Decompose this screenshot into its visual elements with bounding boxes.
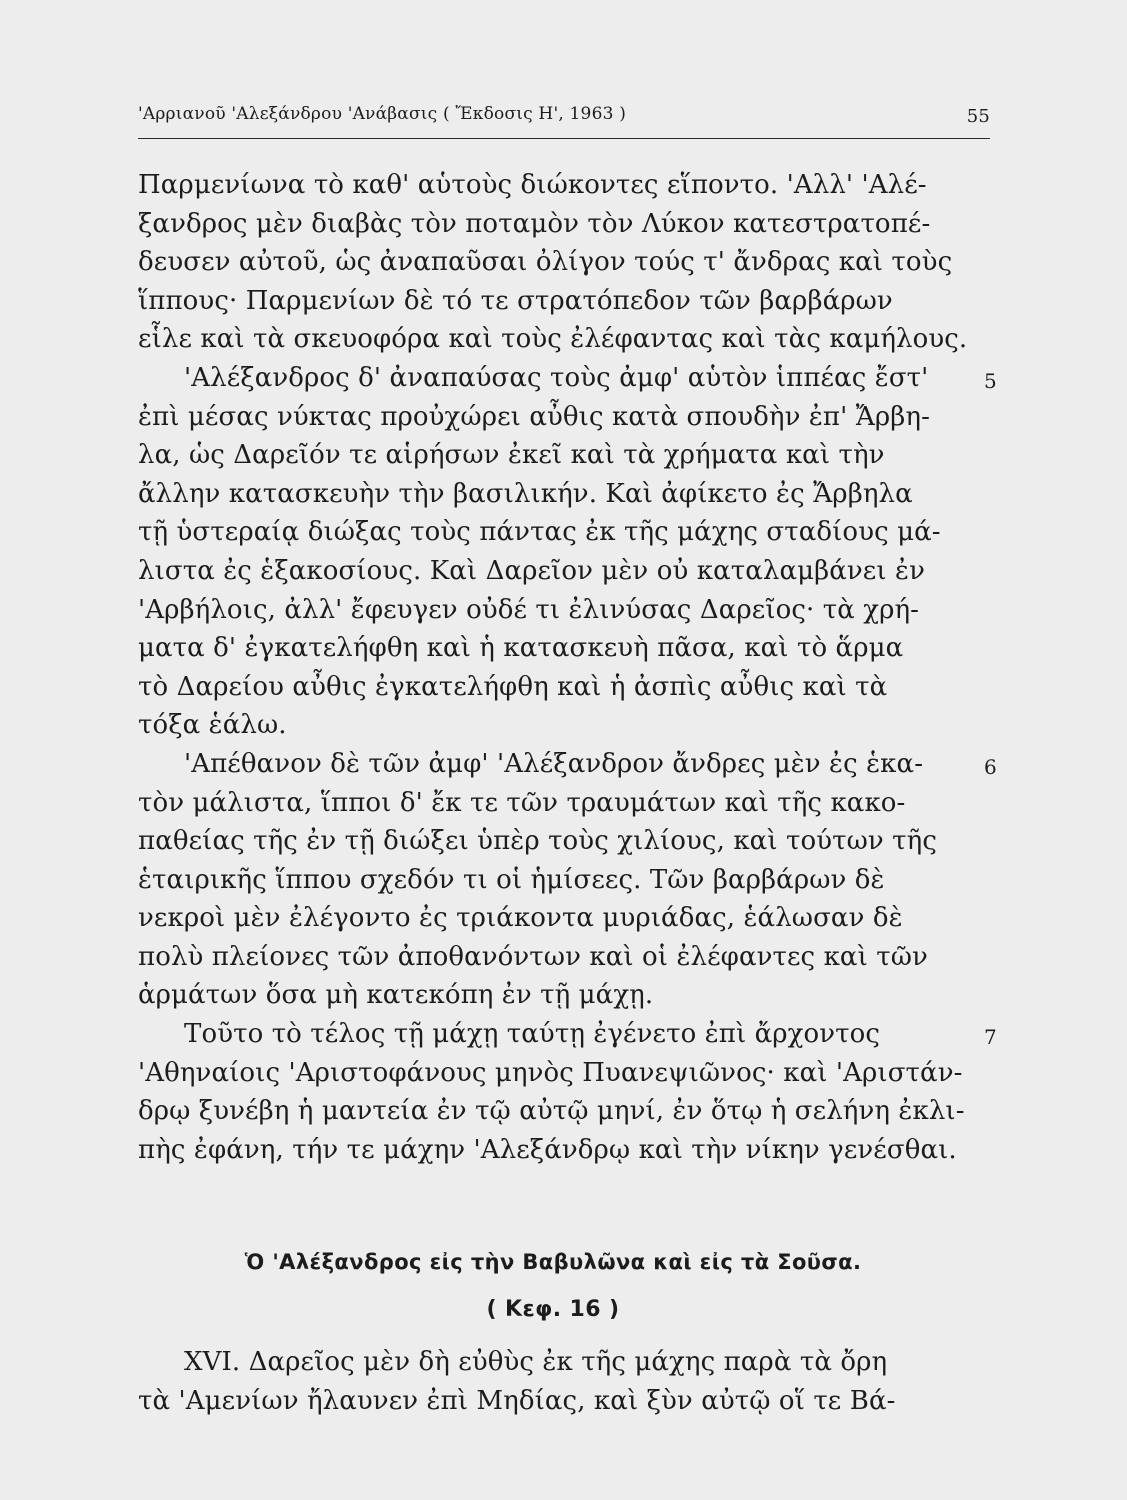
line-text: εἷλε καὶ τὰ σκευοφόρα καὶ τοὺς ἐλέφαντας καὶ τὰς καμήλους.: [138, 324, 968, 355]
line-text: 'Αθηναίοις 'Αριστοφάνους μηνὸς Πυανεψιῶνος· καὶ 'Αριστάν-: [138, 1057, 963, 1088]
text-line: [138, 822, 968, 861]
text-line: [138, 899, 968, 938]
line-text: λα, ὡς Δαρεῖόν τε αἱρήσων ἐκεῖ καὶ τὰ χρήματα καὶ τὴν: [138, 440, 885, 471]
header-rule: [138, 138, 990, 139]
paragraph-number: 6: [984, 754, 997, 779]
line-text: πολὺ πλείονες τῶν ἀποθανόντων καὶ οἱ ἐλέφαντες καὶ τῶν: [138, 941, 928, 972]
text-line: [138, 745, 997, 784]
text-line: [138, 166, 968, 205]
line-text: ματα δ' ἐγκατελήφθη καὶ ἡ κατασκευὴ πᾶσα, καὶ τὸ ἅρμα: [138, 633, 904, 664]
running-head: [138, 102, 990, 132]
line-text: 'Απέθανον δὲ τῶν ἀμφ' 'Αλέξανδρον ἄνδρες μὲν ἐς ἑκα-: [184, 748, 924, 779]
paragraph-number: 7: [984, 1025, 997, 1050]
text-line: [138, 861, 968, 900]
line-text: τῇ ὑστεραίᾳ διώξας τοὺς πάντας ἐκ τῆς μάχης σταδίους μά-: [138, 517, 941, 548]
text-line: [138, 282, 968, 321]
text-line: [138, 513, 968, 552]
line-text: 'Αλέξανδρος δ' ἀναπαύσας τοὺς ἀμφ' αὑτὸν ἱππέας ἔστ': [184, 362, 929, 393]
page-number: 55: [966, 106, 990, 127]
main-text: [138, 166, 997, 1169]
text-line: [138, 1131, 968, 1170]
text-line: [138, 205, 968, 244]
text-line: [138, 243, 968, 282]
text-line: [138, 1092, 968, 1131]
line-text: ἄλλην κατασκευὴν τὴν βασιλικήν. Καὶ ἀφίκετο ἐς Ἄρβηλα: [138, 478, 913, 509]
text-line: [138, 1015, 997, 1054]
line-text: δευσεν αὐτοῦ, ὡς ἀναπαῦσαι ὀλίγον τούς τ' ἄνδρας καὶ τοὺς: [138, 247, 953, 278]
line-text: ξανδρος μὲν διαβὰς τὸν ποταμὸν τὸν Λύκον κατεστρατοπέ-: [138, 208, 931, 239]
line-text: τόξα ἑάλω.: [138, 710, 287, 741]
running-head-title: 'Αρριανοῦ 'Αλεξάνδρου 'Ανάβασις ( Ἔκδοσις Η', 1963 ): [138, 104, 627, 124]
chapter-label: ( Κεφ. 16 ): [486, 1297, 620, 1322]
line-text: ἐπὶ μέσας νύκτας προὐχώρει αὖθις κατὰ σπουδὴν ἐπ' Ἄρβη-: [138, 401, 930, 432]
line-text: ἑταιρικῆς ἵππου σχεδόν τι οἱ ἡμίσεες. Τῶν βαρβάρων δὲ: [138, 864, 885, 895]
text-line: [138, 976, 968, 1015]
text-line: [138, 706, 968, 745]
line-text: νεκροὶ μὲν ἐλέγοντο ἐς τριάκοντα μυριάδας, ἑάλωσαν δὲ: [138, 903, 903, 934]
line-text: ἵππους· Παρμενίων δὲ τό τε στρατόπεδον τῶν βαρβάρων: [138, 285, 893, 316]
text-line: [138, 320, 968, 359]
section-heading: Ὁ 'Αλέξανδρος εἰς τὴν Βαβυλῶνα καὶ εἰς τὰ Σοῦσα.: [244, 1250, 862, 1274]
text-line: [138, 668, 968, 707]
text-line: [138, 436, 968, 475]
chapter-text: [138, 1343, 968, 1420]
text-line: [138, 1054, 968, 1093]
line-text: τὸν μάλιστα, ἵπποι δ' ἔκ τε τῶν τραυμάτων καὶ τῆς κακο-: [138, 787, 906, 818]
line-text: τὸ Δαρείου αὖθις ἐγκατελήφθη καὶ ἡ ἀσπὶς αὖθις καὶ τὰ: [138, 671, 888, 702]
text-line: [138, 1382, 968, 1421]
text-line: [138, 552, 968, 591]
line-text: δρῳ ξυνέβη ἡ μαντεία ἐν τῷ αὐτῷ μηνί, ἐν ὅτῳ ἡ σελήνη ἐκλι-: [138, 1096, 965, 1127]
line-text: παθείας τῆς ἐν τῇ διώξει ὑπὲρ τοὺς χιλίους, καὶ τούτων τῆς: [138, 826, 938, 857]
line-text: τὰ 'Αμενίων ἤλαυνεν ἐπὶ Μηδίας, καὶ ξὺν αὐτῷ οἵ τε Βά-: [138, 1385, 896, 1416]
line-text: Τοῦτο τὸ τέλος τῇ μάχῃ ταύτῃ ἐγένετο ἐπὶ ἄρχοντος: [184, 1019, 881, 1050]
text-line: [138, 475, 968, 514]
line-text: λιστα ἐς ἑξακοσίους. Καὶ Δαρεῖον μὲν οὐ καταλαμβάνει ἐν: [138, 555, 925, 586]
line-text: XVI. Δαρεῖος μὲν δὴ εὐθὺς ἐκ τῆς μάχης παρὰ τὰ ὄρη: [184, 1347, 888, 1377]
text-line: [138, 629, 968, 668]
text-line: [138, 784, 968, 823]
line-text: 'Αρβήλοις, ἀλλ' ἔφευγεν οὐδέ τι ἐλινύσας Δαρεῖος· τὰ χρή-: [138, 594, 920, 625]
line-text: ἁρμάτων ὅσα μὴ κατεκόπη ἐν τῇ μάχῃ.: [138, 980, 654, 1011]
text-line: [138, 591, 968, 630]
paragraph-number: 5: [984, 368, 997, 393]
text-line: [138, 359, 997, 398]
text-line: [138, 398, 968, 437]
line-text: Παρμενίωνα τὸ καθ' αὑτοὺς διώκοντες εἵποντο. 'Αλλ' 'Αλέ-: [138, 170, 927, 200]
text-line: [138, 938, 968, 977]
text-line: [138, 1343, 968, 1382]
line-text: πὴς ἐφάνη, τήν τε μάχην 'Αλεξάνδρῳ καὶ τὴν νίκην γενέσθαι.: [138, 1134, 957, 1165]
